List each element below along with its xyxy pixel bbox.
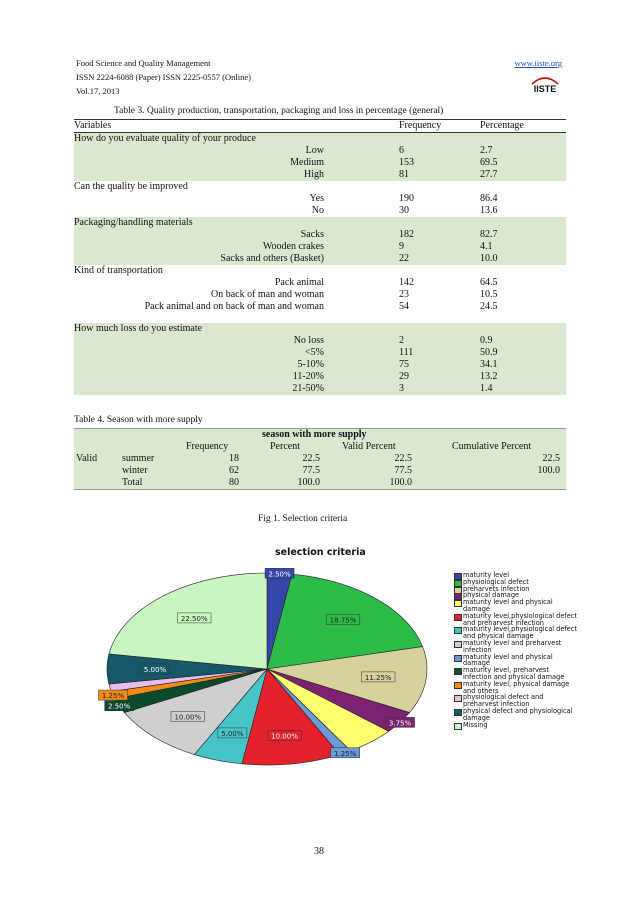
- table3-row-label: No: [311, 205, 324, 216]
- table3-cell-percentage: 27.7: [480, 169, 498, 180]
- table3-cell-frequency: 81: [399, 169, 409, 180]
- table3-row-label: On back of man and woman: [210, 289, 324, 300]
- chart-title: selection criteria: [275, 547, 366, 558]
- table3-row-label: No loss: [293, 335, 324, 346]
- table3-row-label: High: [304, 169, 324, 180]
- table3-cell-percentage: 10.0: [480, 253, 498, 264]
- legend-swatch: [454, 655, 462, 662]
- table3-cell-percentage: 69.5: [480, 157, 498, 168]
- pie-label-text: 10.00%: [174, 713, 202, 722]
- journal-url-link[interactable]: www.iiste.org: [514, 58, 562, 68]
- table3-row-label: 21-50%: [292, 383, 324, 394]
- table3-row-label: Sacks: [300, 229, 324, 240]
- table3-row-label: Pack animal: [274, 277, 324, 288]
- pie-label-12: [141, 664, 170, 674]
- pie-label-6: [268, 730, 302, 740]
- table4-col-frequency: Frequency: [186, 441, 229, 452]
- table3-cell-frequency: 3: [399, 383, 404, 394]
- pie-label-0: [265, 568, 294, 578]
- table3-cell-frequency: 29: [399, 371, 409, 382]
- journal-name: Food Science and Quality Management: [76, 58, 211, 68]
- table3-col-percentage: Percentage: [480, 120, 524, 131]
- table3-cell-percentage: 4.1: [480, 241, 493, 252]
- pie-label-text: 2.50%: [108, 702, 131, 711]
- table4-valid-label: Valid: [76, 453, 98, 464]
- table4-cell-freq: 18: [229, 453, 239, 464]
- table3-row-label: 5-10%: [297, 359, 324, 370]
- table3-col-frequency: Frequency: [399, 120, 442, 131]
- legend-swatch: [454, 709, 462, 716]
- legend-swatch: [454, 627, 462, 634]
- table3-cell-frequency: 9: [399, 241, 404, 252]
- legend-swatch: [454, 668, 462, 675]
- legend-swatch: [454, 682, 462, 689]
- pie-label-text: 1.25%: [334, 749, 357, 758]
- legend-item: [454, 681, 578, 695]
- table3-cell-percentage: 10.5: [480, 289, 498, 300]
- legend-label: Missing: [463, 720, 488, 729]
- pie-label-text: 3.75%: [388, 719, 412, 728]
- table3-row-label: Sacks and others (Basket): [220, 253, 324, 264]
- pie-label-5: [331, 748, 360, 758]
- table4-col-valid-percent: Valid Percent: [342, 441, 396, 452]
- table3-cell-frequency: 22: [399, 253, 409, 264]
- table3-group-title: Can the quality be improved: [74, 181, 188, 192]
- pie-label-13: [177, 613, 211, 623]
- table4-cell-pct: 77.5: [302, 465, 320, 476]
- pie-label-text: 22.50%: [180, 614, 208, 623]
- page-number: 38: [314, 846, 324, 857]
- table3-cell-percentage: 24.5: [480, 301, 498, 312]
- journal-issn: ISSN 2224-6088 (Paper) ISSN 2225-0557 (Online): [76, 72, 251, 82]
- legend-item: [454, 708, 578, 722]
- legend-item: [454, 599, 578, 613]
- legend-item: [454, 613, 578, 627]
- legend-item: [454, 640, 578, 654]
- table4-cell-valid: 100.0: [389, 477, 412, 488]
- pie-label-text: 5.00%: [143, 666, 167, 674]
- table3-cell-frequency: 2: [399, 335, 404, 346]
- table4-row-label: winter: [122, 465, 148, 476]
- logo-text: IISTE: [533, 84, 557, 94]
- legend-label: maturity level and physical damage: [463, 652, 553, 668]
- table4-cell-cum: 100.0: [537, 465, 560, 476]
- pie-label-10: [99, 690, 128, 700]
- legend-label: physical damage: [463, 591, 520, 600]
- legend-swatch: [454, 641, 462, 648]
- journal-volume: Vol.17, 2013: [76, 86, 120, 96]
- table3-group-title: Packaging/handling materials: [74, 217, 193, 228]
- legend-label: maturity level,physiological defect and preharvest infection: [463, 611, 578, 627]
- table3-cell-percentage: 13.2: [480, 371, 498, 382]
- table3-row-label: Wooden crakes: [262, 241, 324, 252]
- table4-cell-freq: 80: [229, 477, 239, 488]
- table4-cell-valid: 22.5: [394, 453, 412, 464]
- table4-col-cumulative-percent: Cumulative Percent: [452, 441, 532, 452]
- pie-label-2: [361, 672, 395, 682]
- table3-row-label: <5%: [305, 347, 324, 358]
- table3-row-label: Pack animal and on back of man and woman: [144, 301, 324, 312]
- table3-cell-percentage: 82.7: [480, 229, 498, 240]
- table3-caption: Table 3. Quality production, transportation, packaging and loss in percentage (general): [114, 106, 444, 116]
- legend-swatch: [454, 600, 462, 607]
- pie-label-7: [218, 728, 247, 738]
- legend-label: maturity level and physical damage: [463, 598, 553, 613]
- table3-row-label: Yes: [309, 193, 324, 204]
- pie-label-9: [105, 701, 134, 711]
- table3-row-label: 11-20%: [292, 371, 324, 382]
- table3-cell-frequency: 182: [399, 229, 414, 240]
- table4-cell-pct: 22.5: [302, 453, 320, 464]
- legend-label: maturity level, preharvest infection and physical damage: [463, 666, 565, 681]
- pie-label-text: 1.25%: [101, 692, 125, 701]
- figure-caption: Fig 1. Selection criteria: [258, 514, 348, 524]
- legend-item: [454, 654, 578, 668]
- legend-label: maturity level,physiological defect and physical damage: [463, 625, 578, 641]
- legend-label: maturity level and preharvest infection: [463, 638, 562, 654]
- table3-cell-percentage: 13.6: [480, 205, 498, 216]
- pie-label-text: 11.25%: [364, 673, 392, 682]
- table4-row-label: summer: [122, 453, 155, 464]
- table3-cell-frequency: 54: [399, 301, 409, 312]
- table3-cell-percentage: 86.4: [480, 193, 498, 204]
- table4-cell-pct: 100.0: [297, 477, 320, 488]
- table3-row-label: Medium: [290, 157, 324, 168]
- table3-group-title: How much loss do you estimate: [74, 323, 203, 334]
- legend-item: [454, 667, 578, 681]
- table4-col-percent: Percent: [270, 441, 300, 452]
- legend-swatch: [454, 695, 462, 702]
- table3-group-title: Kind of transportation: [74, 265, 163, 276]
- legend-label: physical defect and physiological damage: [463, 706, 573, 722]
- legend-label: physiological defect: [463, 577, 529, 586]
- table4-cell-cum: 22.5: [542, 453, 560, 464]
- legend-item: [454, 626, 578, 640]
- table4-cell-valid: 77.5: [394, 465, 412, 476]
- legend-label: preharvets infection: [463, 584, 530, 593]
- table3-cell-frequency: 190: [399, 193, 414, 204]
- legend-label: physiological defect and preharvest infection: [463, 693, 544, 709]
- table3-group-title: How do you evaluate quality of your produce: [74, 133, 256, 144]
- legend-label: maturity level: [463, 571, 510, 579]
- pie-label-text: 2.50%: [268, 570, 291, 579]
- pie-label-8: [171, 712, 205, 722]
- chart-legend: [454, 572, 578, 728]
- pie-label-1: [326, 615, 360, 625]
- table3-cell-percentage: 0.9: [480, 335, 493, 346]
- table3-cell-percentage: 1.4: [480, 383, 493, 394]
- pie-label-3: [386, 717, 415, 727]
- table3-cell-frequency: 153: [399, 157, 414, 168]
- pie-label-text: 10.00%: [271, 732, 298, 741]
- table3-cell-frequency: 6: [399, 145, 404, 156]
- legend-swatch: [454, 723, 462, 730]
- legend-item: [454, 694, 578, 708]
- table3-cell-frequency: 23: [399, 289, 409, 300]
- table4-caption: Table 4. Season with more supply: [74, 415, 203, 425]
- table3-cell-percentage: 2.7: [480, 145, 493, 156]
- table3-cell-percentage: 50.9: [480, 347, 498, 358]
- table3-cell-frequency: 142: [399, 277, 414, 288]
- table3-cell-frequency: 75: [399, 359, 409, 370]
- pie-label-text: 5.00%: [221, 729, 244, 738]
- table3-cell-percentage: 34.1: [480, 359, 498, 370]
- table4-row-label: Total: [122, 477, 143, 488]
- table3-row-label: Low: [305, 145, 324, 156]
- table3-cell-frequency: 30: [399, 205, 409, 216]
- legend-swatch: [454, 614, 462, 621]
- table3-col-variables: Variables: [74, 120, 112, 131]
- pie-label-text: 18.75%: [329, 616, 357, 625]
- table4-title: season with more supply: [262, 429, 367, 440]
- table3-cell-frequency: 111: [399, 347, 414, 358]
- table4-cell-freq: 62: [229, 465, 239, 476]
- legend-item: [454, 722, 578, 729]
- table3-cell-percentage: 64.5: [480, 277, 498, 288]
- legend-label: maturity level, physical damage and others: [463, 679, 570, 695]
